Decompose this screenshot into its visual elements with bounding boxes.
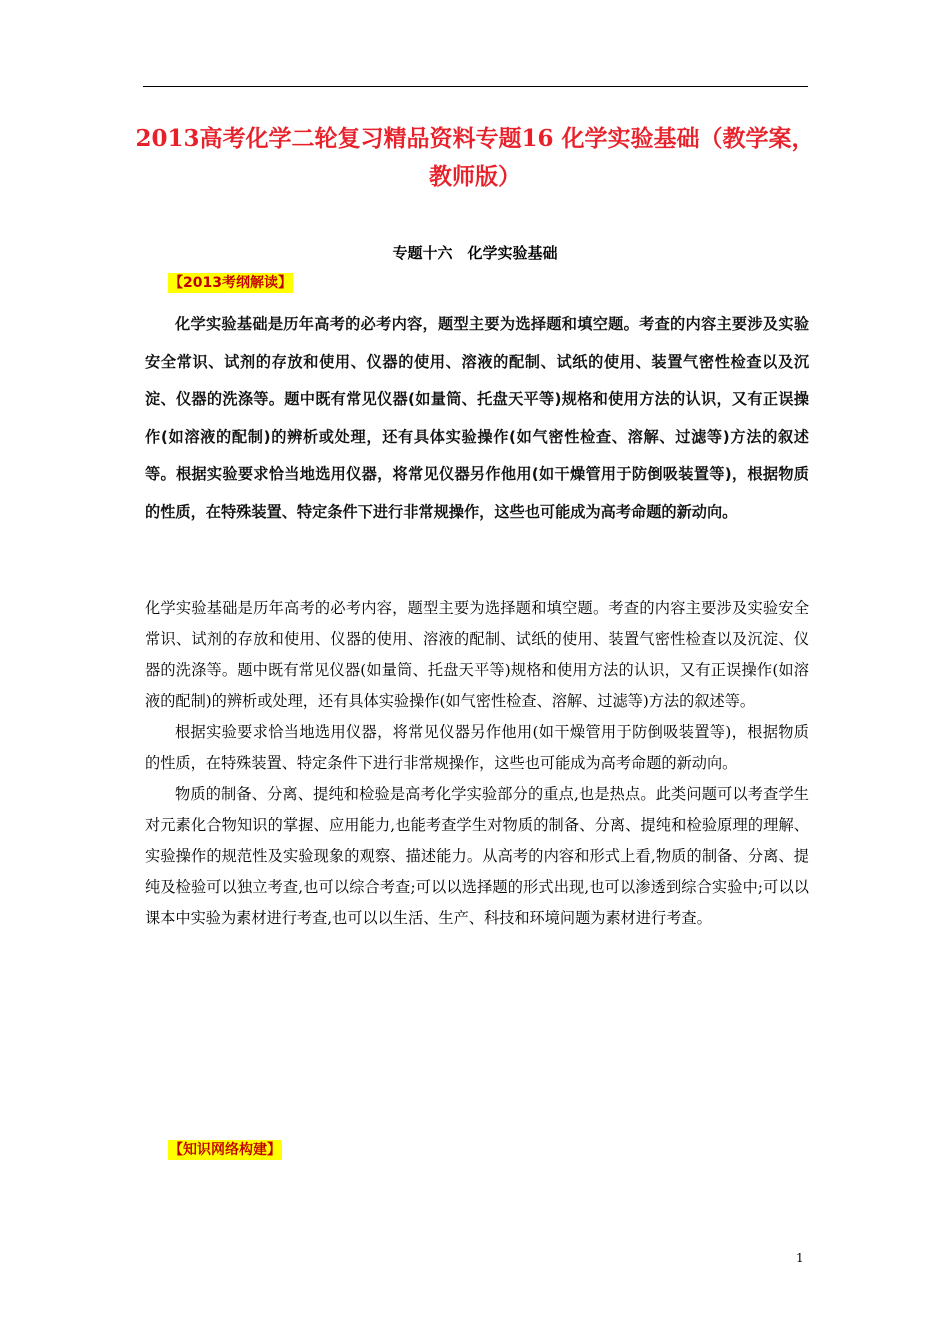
section-tag-outline: 【2013考纲解读】 bbox=[169, 275, 292, 291]
page-number: 1 bbox=[796, 1251, 804, 1265]
exam-outline-paragraph: 化学实验基础是历年高考的必考内容，题型主要为选择题和填空题。考查的内容主要涉及实验安全常识、试剂的存放和使用、仪器的使用、溶液的配制、试纸的使用、装置气密性检查以及沉淀、仪器的洗涤等。题中既有常见仪器(如量筒、托盘天平等)规格和使用方法的认识，又有正误操作(如溶液的配制)的辨析或处理，还有具体实验操作(如气密性检查、溶解、过滤等)方法的叙述等。根据实验要求恰当地选用仪器，将常见仪器另作他用(如干燥管用于防倒吸装置等)，根据物质的性质，在特殊装置、特定条件下进行非常规操作，这些也可能成为高考命题的新动向。 bbox=[145, 315, 809, 521]
body-text bbox=[145, 593, 809, 934]
section-subtitle: 专题十六 化学实验基础 bbox=[392, 244, 558, 262]
body-paragraph-3: 物质的制备、分离、提纯和检验是高考化学实验部分的重点,也是热点。此类问题可以考查学生对元素化合物知识的掌握、应用能力,也能考查学生对物质的制备、分离、提纯和检验原理的理解、实验操作的规范性及实验现象的观察、描述能力。从高考的内容和形式上看,物质的制备、分离、提纯及检验可以独立考查,也可以综合考查;可以以选择题的形式出现,也可以渗透到综合实验中;可以以课本中实验为素材进行考查,也可以以生活、生产、科技和环境问题为素材进行考查。 bbox=[145, 785, 809, 927]
header-rule bbox=[143, 86, 808, 87]
document-title: 2013高考化学二轮复习精品资料专题16 化学实验基础（教学案，教师版） bbox=[135, 125, 815, 190]
body-paragraph-1: 化学实验基础是历年高考的必考内容，题型主要为选择题和填空题。考查的内容主要涉及实验安全常识、试剂的存放和使用、仪器的使用、溶液的配制、试纸的使用、装置气密性检查以及沉淀、仪器的洗涤等。题中既有常见仪器(如量筒、托盘天平等)规格和使用方法的认识，又有正误操作(如溶液的配制)的辨析或处理，还有具体实验操作(如气密性检查、溶解、过滤等)方法的叙述等。 bbox=[145, 599, 809, 710]
body-paragraph-2: 根据实验要求恰当地选用仪器，将常见仪器另作他用(如干燥管用于防倒吸装置等)，根据物质的性质，在特殊装置、特定条件下进行非常规操作，这些也可能成为高考命题的新动向。 bbox=[145, 723, 809, 772]
section-tag-network: 【知识网络构建】 bbox=[169, 1142, 281, 1158]
